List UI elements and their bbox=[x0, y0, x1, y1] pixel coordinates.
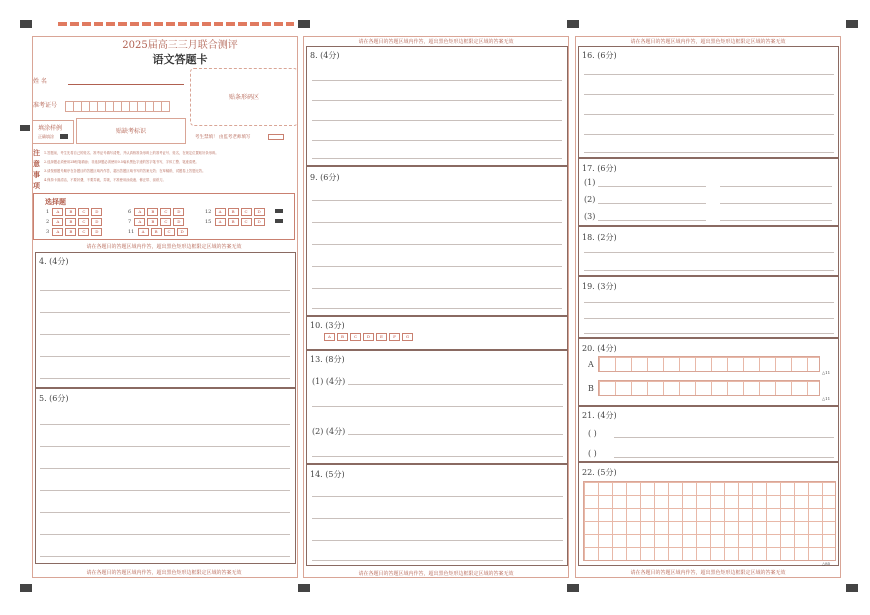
question-label: 8. (4分) bbox=[310, 51, 340, 60]
answer-line[interactable] bbox=[312, 158, 562, 159]
q20-grid-a[interactable] bbox=[598, 356, 820, 372]
barcode-label: 贴条形码区 bbox=[228, 94, 259, 101]
answer-line[interactable] bbox=[40, 556, 290, 557]
answer-line[interactable] bbox=[598, 186, 706, 187]
q10-option[interactable]: G bbox=[402, 333, 413, 341]
answer-line[interactable] bbox=[312, 288, 562, 289]
answer-line[interactable] bbox=[584, 270, 834, 271]
answer-line[interactable] bbox=[40, 446, 290, 447]
answer-box-q18 bbox=[578, 226, 839, 276]
notice-text: 请在各题目的答题区域内作答，超出黑色矩形边框限定区域的答案无效 bbox=[86, 570, 242, 576]
answer-line[interactable] bbox=[584, 94, 834, 95]
choice-row[interactable]: 6 A B C D bbox=[128, 207, 190, 217]
question-label: 17. (6分) bbox=[582, 164, 617, 173]
timing-mark bbox=[846, 20, 858, 28]
notice-text: 请在各题目的答题区域内作答，超出黑色矩形边框限定区域的答案无效 bbox=[358, 39, 514, 45]
notes-side-label bbox=[33, 147, 43, 191]
answer-line[interactable] bbox=[312, 540, 563, 541]
timing-mark bbox=[20, 584, 32, 592]
answer-line[interactable] bbox=[584, 318, 834, 319]
notes-text bbox=[44, 149, 296, 185]
answer-box-q5 bbox=[35, 388, 296, 564]
answer-line[interactable] bbox=[312, 222, 562, 223]
question-label: 16. (6分) bbox=[582, 51, 617, 60]
answer-line[interactable] bbox=[312, 120, 562, 121]
choice-row[interactable]: 3 A B C D bbox=[46, 227, 104, 237]
choice-row[interactable]: 2 A B C D bbox=[46, 217, 104, 227]
sample-sub: 正确填涂 bbox=[38, 134, 54, 139]
answer-line[interactable] bbox=[312, 518, 563, 519]
note-line: 4.保持卡面清洁，不要折叠，不要弄破，弄皱，不准使用涂改液、修正带、刮纸刀。 bbox=[44, 178, 166, 182]
answer-box-q17 bbox=[578, 158, 839, 226]
answer-line[interactable] bbox=[584, 114, 834, 115]
choice-row[interactable]: 1 A B C D bbox=[46, 207, 104, 217]
id-label: 准考证号 bbox=[33, 102, 58, 109]
answer-line[interactable] bbox=[40, 534, 290, 535]
card-title: 语文答题卡 bbox=[152, 53, 208, 66]
answer-line[interactable] bbox=[584, 252, 834, 253]
answer-line[interactable] bbox=[598, 220, 706, 221]
answer-line[interactable] bbox=[598, 203, 706, 204]
answer-line[interactable] bbox=[584, 302, 834, 303]
answer-line[interactable] bbox=[40, 334, 290, 335]
q10-option[interactable]: A bbox=[324, 333, 335, 341]
exam-title: 2025届高三三月联合测评 bbox=[122, 40, 238, 51]
name-field[interactable] bbox=[68, 84, 184, 85]
answer-box-q13 bbox=[306, 350, 568, 464]
name-label: 姓 名 bbox=[33, 78, 47, 85]
question-label: 14. (5分) bbox=[310, 470, 345, 479]
answer-line[interactable] bbox=[40, 468, 290, 469]
notice-text: 请在各题目的答题区域内作答，超出黑色矩形边框限定区域的答案无效 bbox=[358, 571, 514, 577]
timing-mark bbox=[567, 584, 579, 592]
notes-side-char: 事 bbox=[33, 170, 40, 179]
note-line: 2.选择题必须使用2B铅笔填涂；非选择题必须使用0.5毫米黑色字迹的签字笔书写，字体工整、笔迹清楚。 bbox=[44, 160, 199, 164]
answer-line[interactable] bbox=[584, 74, 834, 75]
question-label: 10. (3分) bbox=[310, 321, 345, 330]
notes-side-char: 注 bbox=[33, 148, 40, 157]
answer-line[interactable] bbox=[312, 200, 562, 201]
answer-line[interactable] bbox=[312, 80, 562, 81]
answer-line[interactable] bbox=[312, 496, 563, 497]
answer-box-q8 bbox=[306, 46, 568, 166]
q10-option[interactable]: F bbox=[389, 333, 400, 341]
sub-question-label: (2) (4分) bbox=[312, 427, 346, 436]
notice-text: 请在各题目的答题区域内作答，超出黑色矩形边框限定区域的答案无效 bbox=[86, 244, 242, 250]
answer-box-q21 bbox=[578, 406, 839, 462]
answer-line[interactable] bbox=[584, 152, 834, 153]
answer-line[interactable] bbox=[312, 406, 563, 407]
answer-line[interactable] bbox=[720, 186, 832, 187]
answer-box-q9 bbox=[306, 166, 568, 316]
answer-line[interactable] bbox=[312, 560, 563, 561]
q10-option[interactable]: C bbox=[350, 333, 361, 341]
notice-text: 请在各题目的答题区域内作答，超出黑色矩形边框限定区域的答案无效 bbox=[630, 570, 786, 576]
timing-mark bbox=[298, 584, 310, 592]
question-label: 5. (6分) bbox=[39, 394, 69, 403]
answer-box-q16 bbox=[578, 46, 839, 158]
q10-option[interactable]: D bbox=[363, 333, 374, 341]
char-count: △11 bbox=[822, 370, 831, 375]
answer-line[interactable] bbox=[312, 308, 562, 309]
question-label: 22. (5分) bbox=[582, 468, 617, 477]
sample-label: 填涂样例 bbox=[38, 125, 63, 132]
answer-line[interactable] bbox=[614, 457, 834, 458]
absent-checkbox[interactable] bbox=[268, 134, 284, 140]
q10-option[interactable]: E bbox=[376, 333, 387, 341]
question-label: 9. (6分) bbox=[310, 173, 340, 182]
choice-mark bbox=[275, 209, 283, 213]
choice-row[interactable]: 11 A B C D bbox=[128, 227, 190, 237]
answer-box-q19 bbox=[578, 276, 839, 338]
note-line: 3.请按照题号顺序在各题目的答题区域内作答，超出答题区域书写的答案无效；在草稿纸、试题卷上答题无效。 bbox=[44, 169, 206, 173]
row-label-b: B bbox=[588, 384, 594, 393]
question-label: 20. (4分) bbox=[582, 344, 617, 353]
answer-line[interactable] bbox=[312, 244, 562, 245]
q20-grid-b[interactable] bbox=[598, 380, 820, 396]
char-count: △11 bbox=[822, 396, 831, 401]
sample-mark bbox=[60, 134, 68, 139]
answer-line[interactable] bbox=[312, 266, 562, 267]
answer-line[interactable] bbox=[40, 312, 290, 313]
notes-side-char: 意 bbox=[33, 159, 40, 168]
timing-mark bbox=[20, 125, 30, 131]
timing-mark bbox=[567, 20, 579, 28]
answer-line[interactable] bbox=[40, 378, 290, 379]
question-label: 21. (4分) bbox=[582, 411, 617, 420]
timing-mark bbox=[298, 20, 310, 28]
answer-line[interactable] bbox=[720, 203, 832, 204]
char-count: △85 bbox=[822, 561, 831, 566]
question-label: 13. (8分) bbox=[310, 355, 345, 364]
absent-note: 考生禁填！ 由监考老师填写 bbox=[195, 135, 251, 140]
timing-mark bbox=[20, 20, 32, 28]
q22-composition-grid[interactable] bbox=[583, 481, 836, 561]
choice-mark bbox=[275, 219, 283, 223]
answer-line[interactable] bbox=[40, 490, 290, 491]
answer-line[interactable] bbox=[40, 424, 290, 425]
answer-box-q4 bbox=[35, 252, 296, 388]
sub-question-label: (1) (4分) bbox=[312, 377, 346, 386]
notice-text: 请在各题目的答题区域内作答，超出黑色矩形边框限定区域的答案无效 bbox=[630, 39, 786, 45]
q10-options[interactable] bbox=[324, 333, 415, 341]
answer-line[interactable] bbox=[312, 100, 562, 101]
answer-line[interactable] bbox=[584, 134, 834, 135]
answer-line[interactable] bbox=[312, 140, 562, 141]
question-label: 19. (3分) bbox=[582, 282, 617, 291]
id-cells[interactable] bbox=[65, 97, 187, 109]
notes-side-char: 项 bbox=[33, 181, 40, 190]
answer-line[interactable] bbox=[40, 356, 290, 357]
row-label-a: A bbox=[588, 360, 594, 369]
choice-row[interactable]: 7 A B C D bbox=[128, 217, 190, 227]
question-label: 4. (4分) bbox=[39, 257, 69, 266]
answer-line[interactable] bbox=[348, 384, 563, 385]
choice-row[interactable]: 15 A B C D bbox=[205, 217, 267, 227]
answer-box-q14 bbox=[306, 464, 568, 566]
absent-label: 贴缺考标识 bbox=[115, 128, 146, 135]
sub-question-label: (1) bbox=[584, 178, 596, 187]
choice-row[interactable]: 12 A B C D bbox=[205, 207, 267, 217]
choice-title: 选择题 bbox=[45, 197, 66, 206]
answer-line[interactable] bbox=[312, 456, 563, 457]
timing-mark bbox=[846, 584, 858, 592]
sub-question-label: (3) bbox=[584, 212, 596, 221]
sub-question-label: (2) bbox=[584, 195, 596, 204]
q10-option[interactable]: B bbox=[337, 333, 348, 341]
choice-group-2 bbox=[128, 207, 190, 237]
answer-line[interactable] bbox=[348, 434, 563, 435]
answer-line[interactable] bbox=[40, 290, 290, 291]
answer-line[interactable] bbox=[614, 437, 834, 438]
sub-question-paren: ( ) bbox=[588, 429, 597, 438]
question-label: 18. (2分) bbox=[582, 233, 617, 242]
note-line: 1.答题前，考生先将自己的姓名、准考证号填写清楚，并认真核准条形码上的准考证号、姓名，在规定位置贴好条形码。 bbox=[44, 151, 219, 155]
sub-question-paren: ( ) bbox=[588, 449, 597, 458]
choice-group-3 bbox=[205, 207, 267, 227]
answer-line[interactable] bbox=[40, 512, 290, 513]
choice-group-1 bbox=[46, 207, 104, 237]
answer-line[interactable] bbox=[720, 220, 832, 221]
header-dash bbox=[58, 22, 294, 26]
answer-line[interactable] bbox=[584, 333, 834, 334]
